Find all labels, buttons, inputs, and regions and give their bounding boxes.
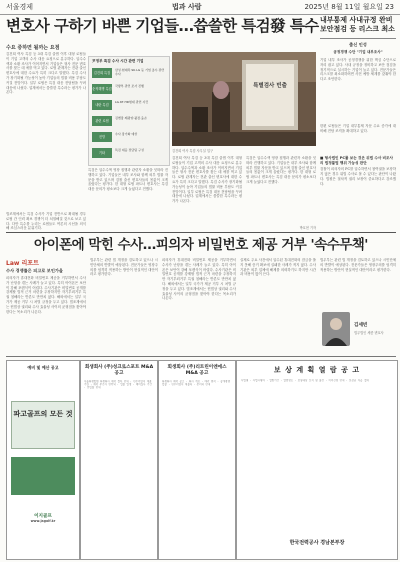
top-subhead: 수요 증하면 될까는 요점 — [6, 45, 60, 51]
info-box-row: 김건희 특검 삼성·현대차·SK·LG 등 기업 총수 관련 수사 — [93, 68, 165, 76]
special-counsel-info-box — [88, 56, 170, 166]
law-report-badge: Law 리포트 — [6, 260, 39, 267]
info-box-row: 기타 특검 대응 전담팀 구성 — [92, 147, 166, 159]
office-photo-illustration — [172, 52, 316, 146]
top-body-col2: 특검은 압수수색 영장 집행과 관련자 소환을 잇따라 진행하고 있다. 기업들은 내부 조사와 함께 외부 법률 자문을 받고 있으며 검찰 출신 변호사들의 몸값이 크게 올랐다는 평가다. 한 대형 로펌 파트너 변호사는 특검 대응 문의가 평소보다 크게 늘었다고 전했다. — [88, 168, 168, 192]
sidebar-rule — [320, 38, 396, 39]
info-box-row: 전망 수사 장기화 예상 — [92, 131, 166, 143]
page-header — [0, 0, 400, 15]
sidebar-body3: 검찰이 피의자의 PC를 압수하면서 참여권을 보장하지 않은 경우 위법 수사로 볼 수 있다는 판단이 나왔다. 법원은 절차적 권리 보장이 중요하다고 강조했다. — [320, 167, 396, 186]
mna-ad-2-body: 회생회사 매각 공고 · 회사 개요 · 매각 방식 · 공개경쟁입찰 · 인수의향서 제출처 · 문의처 안내 — [162, 380, 230, 387]
column-headline: 아이폰에 막힌 수사…피의자 비밀번호 제공 거부 '속수무책' — [34, 237, 368, 253]
compensation-notice-title: 보 상 계 획 열 람 공 고 — [273, 366, 361, 374]
mna-ad-1-body: 서울회생법원 회생회사 매각 절차 안내 · 인수의향서 제출 기한 · 매각 주간사 연락처 · 입찰 일정 · 예비실사 기간 · 본입찰 안내 — [84, 380, 152, 390]
column-body-col4: 실제로 주요 사건에서 압수된 휴대전화의 잠금을 풀지 못해 증거 확보에 실패한 사례가 적지 않다. 수사기관은 외부 업체에 해제를 의뢰하기도 하지만 시간과 비용이 많이 든다. — [240, 258, 316, 277]
golf-ad-image — [11, 457, 75, 495]
sidebar-body: 기업 내부 조사가 공정경쟁을 위한 핵심 수단으로 자리 잡고 있다. 사내 규정을 정비하고 보안 점검을 정기적으로 실시하는 기업이 늘고 있다. 전문가들은 리스크를 최소화하려면 사전 예방 체계를 갖춰야 한다고 조언한다. — [320, 58, 396, 82]
column-body-col1: 피의자가 휴대전화 비밀번호 제공을 거부하면서 수사가 난항을 겪는 사례가 늘고 있다. 특히 아이폰은 보안이 강해 포렌식이 어렵다. 수사기관은 비밀번호 공개를 강제할 법적 근거 마련을 주장하지만 자기부죄거부 특권 침해라는 반론도 만만치 않다. 해외에서는 일부 국가가 제공 거부 시 처벌 규정을 두고 있다. 법조계에서는 헌법상 권리와 수사 효율성 사이의 균형점을 찾아야 한다는 목소리가 나온다. — [6, 276, 86, 314]
top-headline: 변호사 구하기 바쁜 기업들…씁쓸한 특검發 특수 — [6, 17, 319, 35]
mna-ad-1-title: 회생회사 (주)성크로스포트 M&A 공고 — [84, 365, 154, 376]
mna-ad-2 — [158, 360, 236, 560]
sidebar-small-title: 공정경쟁 수단 "기업 내부조사" — [333, 50, 383, 54]
column-body-col3: 피의자가 휴대전화 비밀번호 제공을 거부하면서 수사가 난항을 겪는 사례가 늘고 있다. 특히 아이폰은 보안이 강해 포렌식이 어렵다. 수사기관은 비밀번호 공개를 강제할 법적 근거 마련을 주장하지만 자기부죄거부 특권 침해라는 반론도 만만치 않다. 해외에서는 일부 국가가 제공 거부 시 처벌 규정을 두고 있다. 법조계에서는 헌법상 권리와 수사 효율성 사이의 균형점을 찾아야 한다는 목소리가 나온다. — [162, 258, 236, 301]
top-story-author: 박호현 기자 — [299, 226, 316, 230]
golf-ad-brand: 이지골프 — [34, 514, 52, 519]
author-photo — [322, 312, 350, 346]
top-body-col1: 김건희 여사 특검 등 3대 특검 출범 이후 대형 로펌들이 기업 고객의 수사 대응 요청으로 분주하다. 압수수색과 소환 조사가 이어지면서 기업들은 형사 전문 변호사를 찾는 데 애를 먹고 있다. 로펌 관계자는 전관 출신 변호사에 대한 수요가 특히 크다고 말했다. 특검 수사가 장기화될 가능성이 높아 기업들의 법률 비용 부담도 커질 전망이다. 일부 로펌은 특검 대응 전담팀을 꾸려 대응에 나섰다. 업계에서는 씁쓸한 특수라는 평가가 나온다. — [6, 52, 86, 95]
golf-ad-title: 파고골프의 모든 것 — [11, 401, 75, 449]
page-title: 법과 사람 — [172, 3, 202, 11]
golf-ad-site: www.jagolf.kr — [30, 519, 56, 523]
top-body-col3: 김건희 여사 특검 등 3대 특검 출범 이후 대형 로펌들이 기업 고객의 수사 대응 요청으로 분주하다. 압수수색과 소환 조사가 이어지면서 기업들은 형사 전문 변호사를 찾는 데 애를 먹고 있다. 로펌 관계자는 전관 출신 변호사에 대한 수요가 특히 크다고 말했다. 특검 수사가 장기화될 가능성이 높아 기업들의 법률 비용 부담도 커질 전망이다. 일부 로펌은 특검 대응 전담팀을 꾸려 대응에 나섰다. 업계에서는 씁쓸한 특수라는 평가가 나온다. — [172, 156, 242, 204]
top-body-col4: 특검은 압수수색 영장 집행과 관련자 소환을 잇따라 진행하고 있다. 기업들은 내부 조사와 함께 외부 법률 자문을 받고 있으며 검찰 출신 변호사들의 몸값이 크게 올랐다는 평가다. 한 대형 로펌 파트너 변호사는 특검 대응 문의가 평소보다 크게 늘었다고 전했다. — [246, 156, 316, 184]
compensation-notice-footer: 한국전력공사 경남본부장 — [289, 540, 345, 546]
top-body-col1b: 법조계에서는 특검 수사가 기업 전반으로 확대될 경우 로펌 간 인력 확보 경쟁이 더 치열해질 것으로 보고 있다. 다만 특수를 누리는 로펌들도 여론의 시선을 의식해 조심스러운 분위기다. — [6, 212, 86, 231]
golf-ad — [6, 360, 80, 560]
author-title: 법무법인 세종 변호사 — [354, 331, 384, 335]
sidebar-note: ■ 형사법인 PC를 보는 것은 위법 수사 비조사의 법정불법 행위 가능성 판단 — [320, 156, 393, 165]
sidebar-subhead: 출신 인성 — [349, 42, 367, 47]
author-name: 김세빈 — [354, 323, 368, 328]
date-page: 2025년 8월 11일 월요일 23 — [304, 3, 394, 11]
ads-divider — [6, 356, 396, 357]
compensation-notice-ad — [236, 360, 398, 560]
info-box-title: 尹정부 특검 수사 시간 관련 기업 — [92, 59, 144, 63]
photo-caption: 김건희 여사 특검 사무실 입구 — [172, 149, 214, 153]
photo-sign-text: 특별검사 빈출 — [253, 83, 287, 89]
golf-ad-top: 예비 및 예산 공고 — [27, 365, 59, 370]
right-sidebar — [320, 16, 396, 209]
info-box-row: 순직해병 특검 국방부 관련 조사 진행 — [92, 83, 166, 95]
section-name: 서울경제 — [6, 3, 34, 11]
sidebar-headline: 내부통제 사내규정 완비 보안점검 등 리스크 최소 — [320, 16, 395, 33]
info-box-row: 관련 로펌 김앤장·태평양·광장·율촌 — [92, 115, 166, 127]
special-counsel-office-photo — [172, 52, 316, 146]
sidebar-body2: 한편 로펌들은 기업 내부통제 자문 수요 증가에 대비해 전담 조직을 확대하고 있다. — [320, 124, 396, 133]
mna-ad-2-title: 회생회사 (주)리트린이엔에스 M&A 공고 — [167, 365, 227, 376]
column-body-col2: 법무부는 관련 법 개정을 검토하고 있으나 시민단체의 반발이 예상된다. 전문가들은 영장주의를 엄격히 적용하는 방안이 현실적인 대안이라고 평가한다. — [90, 258, 158, 277]
info-box-row: 내란 특검 LG·KT·HD현대 관련 사건 — [92, 99, 166, 111]
mna-ad-1 — [80, 360, 158, 560]
column-body-col5: 법무부는 관련 법 개정을 검토하고 있으나 시민단체의 반발이 예상된다. 전문가들은 영장주의를 엄격히 적용하는 방안이 현실적인 대안이라고 평가한다. — [320, 258, 396, 272]
compensation-notice-body: 사업명 · 사업시행자 · 열람기간 · 열람장소 · 보상대상 토지 및 물건 · 이의신청 안내 · 보상금 지급 절차 — [241, 379, 369, 382]
section-divider — [6, 232, 396, 233]
column-subhead: 수사 경쟁률은 피고로 보인가을 — [6, 268, 63, 273]
author-silhouette-icon — [322, 312, 350, 346]
